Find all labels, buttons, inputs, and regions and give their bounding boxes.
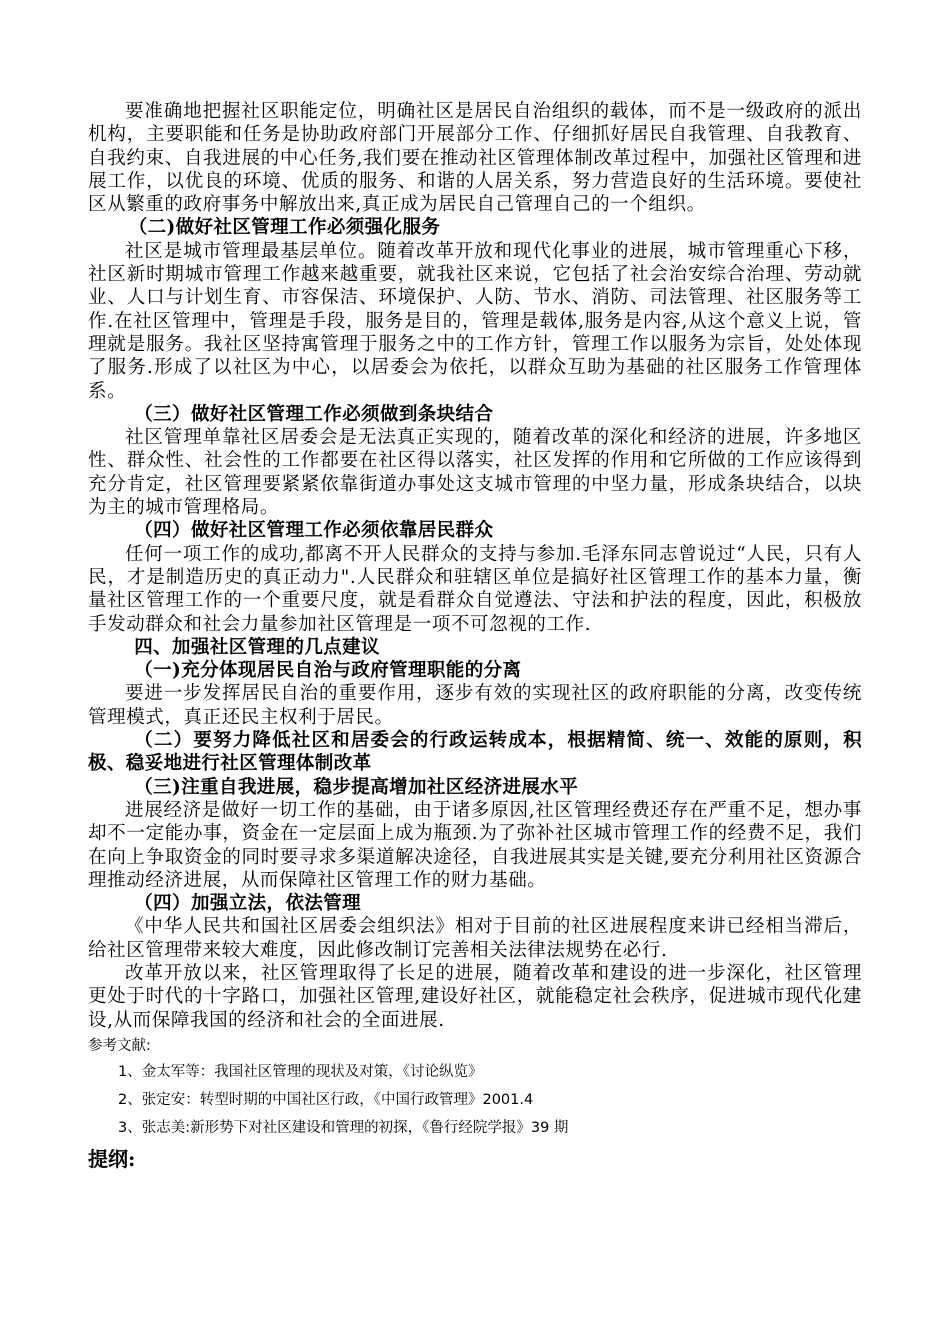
outline-label: 提纲: [88,1146,136,1171]
reference-item: 2、张定安：转型时期的中国社区行政，《中国行政管理》2001.4 [118,1091,534,1108]
paragraph-service: 社区是城市管理最基层单位。随着改革开放和现代化事业的进展，城市管理重心下移，社区新时期城市管理工作越来越重要，就我社区来说，它包括了社会治安综合治理、劳动就业、人口与计划生育、市容保洁、环境保护、人防、节水、消防、司法管理、社区服务等工作.在社区管理中，管理是手段，服务是目的，管理是载体,服务是内容,从这个意义上说，管理就是服务。我社区坚持寓管理于服务之中的工作方针，管理工作以服务为宗旨，处处体现了服务.形成了以社区为中心，以居委会为依托，以群众互助为基础的社区服务工作管理体系。 [88,240,862,402]
heading-self-development: （三)注重自我进展，稳步提高增加社区经济进展水平 [134,776,579,798]
heading-service: （二)做好社区管理工作必须强化服务 [128,217,441,239]
paragraph-conclusion: 改革开放以来，社区管理取得了长足的进展，随着改革和建设的进一步深化，社区管理更处于时代的十字路口，加强社区管理,建设好社区，就能稳定社会秩序，促进城市现代化建设,从而保障我国的经济和社会的全面进展. [88,962,862,1031]
heading-integration: （三）做好社区管理工作必须做到条块结合 [134,403,494,425]
reference-item: 3、张志美:新形势下对社区建设和管理的初探，《鲁行经院学报》39 期 [118,1119,569,1136]
references-title: 参考文献: [88,1037,151,1054]
document-page [88,100,862,1174]
heading-separation: （一)充分体现居民自治与政府管理职能的分离 [134,660,522,682]
reference-item: 1、金太军等：我国社区管理的现状及对策，《讨论纵览》 [118,1063,483,1080]
paragraph-legislation: 《中华人民共和国社区居委会组织法》相对于目前的社区进展程度来讲已经相当滞后，给社区管理带来较大难度，因此修改制订完善相关法律法规势在必行. [88,916,862,961]
heading-cost-reduction: （二）要努力降低社区和居委会的行政运转成本，根据精简、统一、效能的原则，积极、稳妥地进行社区管理体制改革 [88,730,862,775]
heading-residents: （四）做好社区管理工作必须依靠居民群众 [134,520,494,542]
paragraph-integration: 社区管理单靠社区居委会是无法真正实现的，随着改革的深化和经济的进展，许多地区性、群众性、社会性的工作都要在社区得以落实，社区发挥的作用和它所做的工作应该得到充分肯定，社区管理要紧紧依靠街道办事处这支城市管理的中坚力量，形成条块结合，以块为主的城市管理格局。 [88,427,862,519]
heading-legislation: （四）加强立法，依法管理 [134,893,362,915]
paragraph-community-function: 要准确地把握社区职能定位，明确社区是居民自治组织的载体，而不是一级政府的派出机构，主要职能和任务是协助政府部门开展部分工作、仔细抓好居民自我管理、自我教育、自我约束、自我进展的中心任务,我们要在推动社区管理体制改革过程中，加强社区管理和进展工作，以优良的环境、优质的服务、和谐的人居关系，努力营造良好的生活环境。要使社区从繁重的政府事务中解放出来,真正成为居民自己管理自己的一个组织。 [88,101,862,216]
section-heading-suggestions: 四、加强社区管理的几点建议 [134,636,380,658]
paragraph-residents: 任何一项工作的成功,都离不开人民群众的支持与参加.毛泽东同志曾说过“人民，只有人民，才是制造历史的真正动力".人民群众和驻辖区单位是搞好社区管理工作的基本力量，衡量社区管理工作的一个重要尺度，就是看群众自觉遵法、守法和护法的程度，因此，积极放手发动群众和社会力量参加社区管理是一项不可忽视的工作. [88,543,862,635]
paragraph-self-development: 进展经济是做好一切工作的基础，由于诸多原因,社区管理经费还存在严重不足，想办事却不一定能办事，资金在一定层面上成为瓶颈.为了弥补社区城市管理工作的经费不足，我们在向上争取资金的同时要寻求多渠道解决途径，自我进展其实是关键,要充分利用社区资源合理推动经济进展，从而保障社区管理工作的财力基础。 [88,799,862,891]
paragraph-separation: 要进一步发挥居民自治的重要作用，逐步有效的实现社区的政府职能的分离，改变传统管理模式，真正还民主权利于居民。 [88,683,862,728]
